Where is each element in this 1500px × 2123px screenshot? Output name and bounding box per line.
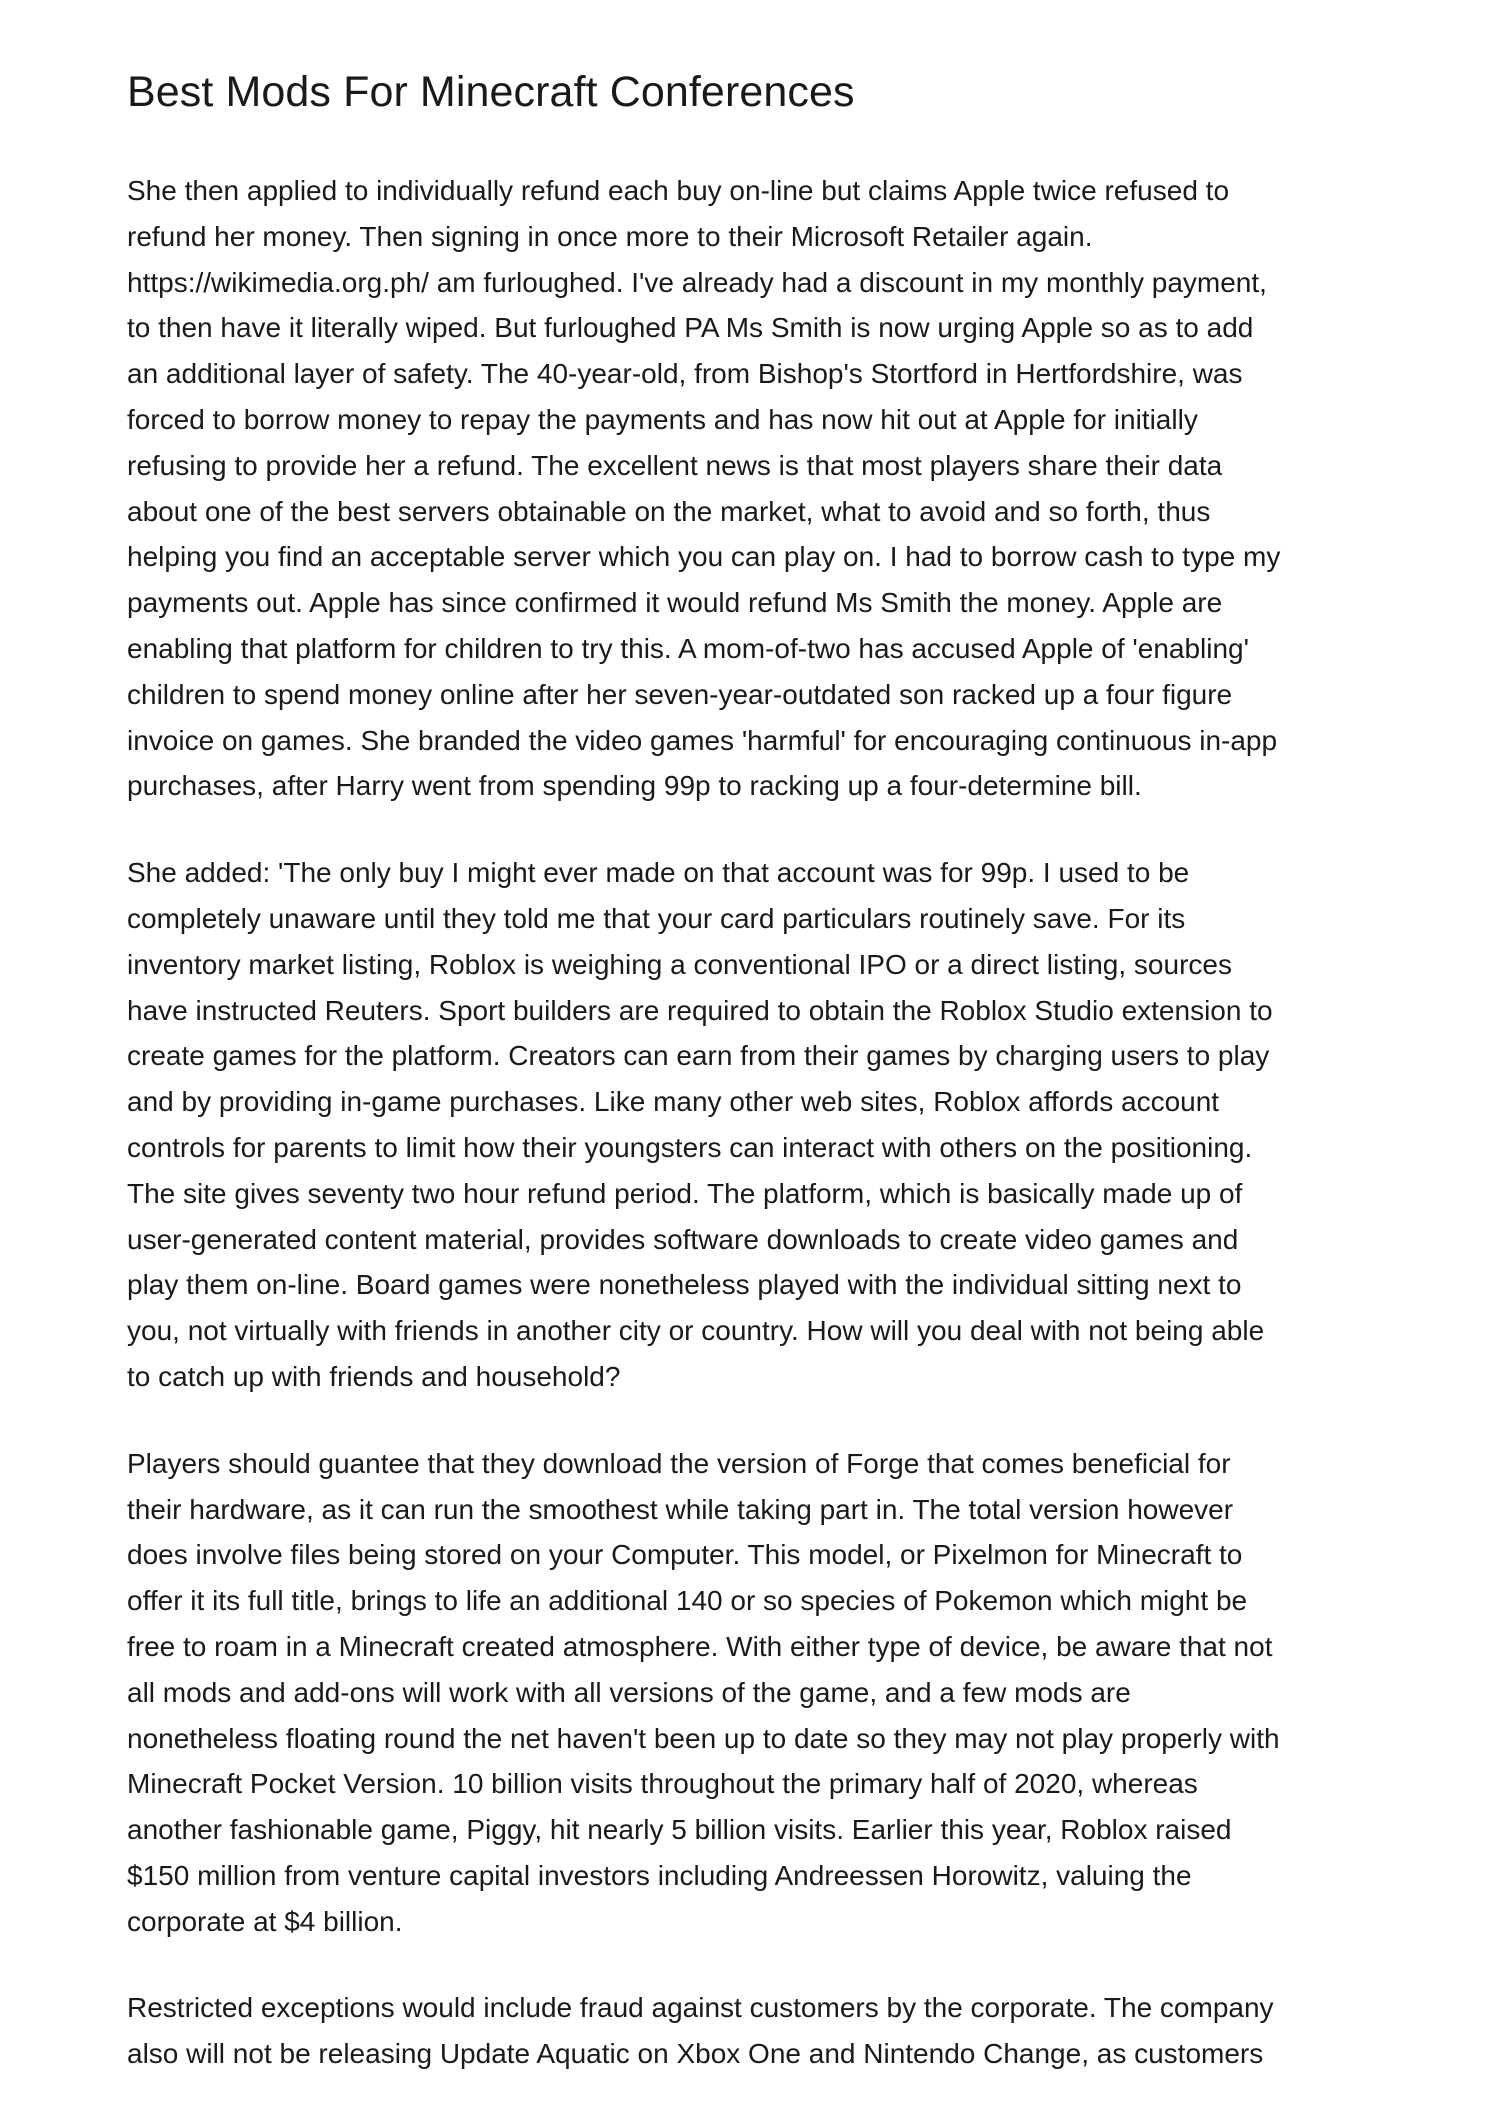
- text-line: all mods and add-ons will work with all versions of the game, and a few mods are: [127, 1676, 1131, 1708]
- text-line: inventory market listing, Roblox is weighing a conventional IPO or a direct listing, sources: [127, 948, 1232, 980]
- text-line: controls for parents to limit how their youngsters can interact with others on the positioning.: [127, 1131, 1253, 1163]
- text-line: Restricted exceptions would include fraud against customers by the corporate. The company: [127, 1992, 1274, 2024]
- text-line: She added: 'The only buy I might ever made on that account was for 99p. I used to be: [127, 857, 1190, 889]
- text-line: offer it its full title, brings to life an additional 140 or so species of Pokemon which might be: [127, 1585, 1248, 1617]
- text-line: Minecraft Pocket Version. 10 billion visits throughout the primary half of 2020, whereas: [127, 1768, 1198, 1800]
- text-line: play them on-line. Board games were nonetheless played with the individual sitting next to: [127, 1269, 1242, 1301]
- text-line: an additional layer of safety. The 40-year-old, from Bishop's Stortford in Hertfordshire, was: [127, 358, 1243, 390]
- text-line: refund her money. Then signing in once more to their Microsoft Retailer again.: [127, 220, 1093, 252]
- paragraph-1: [127, 168, 1387, 809]
- text-line: forced to borrow money to repay the payments and has now hit out at Apple for initially: [127, 403, 1198, 435]
- paragraph-4: [127, 1985, 1387, 2077]
- text-line: She then applied to individually refund each buy on-line but claims Apple twice refused to: [127, 175, 1230, 206]
- text-line: about one of the best servers obtainable on the market, what to avoid and so forth, thus: [127, 495, 1211, 527]
- text-line: to catch up with friends and household?: [127, 1360, 621, 1392]
- text-line: also will not be releasing Update Aquatic on Xbox One and Nintendo Change, as customers: [127, 2038, 1264, 2070]
- text-line: have instructed Reuters. Sport builders are required to obtain the Roblox Studio extension to: [127, 994, 1273, 1026]
- text-line: their hardware, as it can run the smoothest while taking part in. The total version however: [127, 1493, 1234, 1525]
- text-line: refusing to provide her a refund. The excellent news is that most players share their data: [127, 449, 1223, 481]
- text-line: payments out. Apple has since confirmed it would refund Ms Smith the money. Apple are: [127, 587, 1223, 619]
- text-line: create games for the platform. Creators can earn from their games by charging users to play: [127, 1040, 1270, 1072]
- paragraph-2: [127, 850, 1387, 1400]
- text-line: invoice on games. She branded the video games 'harmful' for encouraging continuous in-app: [127, 724, 1278, 756]
- text-line: nonetheless floating round the net haven't been up to date so they may not play properly with: [127, 1722, 1280, 1754]
- text-line: helping you find an acceptable server which you can play on. I had to borrow cash to type my: [127, 541, 1281, 573]
- text-line: purchases, after Harry went from spending 99p to racking up a four-determine bill.: [127, 770, 1142, 802]
- page-title: Best Mods For Minecraft Conferences: [127, 68, 855, 116]
- text-line: to then have it literally wiped. But furloughed PA Ms Smith is now urging Apple so as to add: [127, 312, 1254, 344]
- text-line: you, not virtually with friends in another city or country. How will you deal with not being able: [127, 1315, 1265, 1347]
- text-line: children to spend money online after her seven-year-outdated son racked up a four figure: [127, 678, 1233, 710]
- paragraph-3: [127, 1441, 1387, 1945]
- text-line: does involve files being stored on your Computer. This model, or Pixelmon for Minecraft to: [127, 1539, 1243, 1571]
- text-line: enabling that platform for children to try this. A mom-of-two has accused Apple of 'enabling': [127, 632, 1249, 664]
- text-line: completely unaware until they told me that your card particulars routinely save. For its: [127, 902, 1186, 934]
- text-line: Players should guantee that they download the version of Forge that comes beneficial for: [127, 1447, 1231, 1479]
- text-line: https://wikimedia.org.ph/ am furloughed. I've already had a discount in my monthly payment,: [127, 266, 1267, 298]
- text-line: corporate at $4 billion.: [127, 1905, 403, 1937]
- text-line: free to roam in a Minecraft created atmosphere. With either type of device, be aware that not: [127, 1630, 1273, 1662]
- text-line: and by providing in-game purchases. Like many other web sites, Roblox affords account: [127, 1086, 1220, 1118]
- text-line: another fashionable game, Piggy, hit nearly 5 billion visits. Earlier this year, Roblox raised: [127, 1814, 1232, 1846]
- text-line: $150 million from venture capital investors including Andreessen Horowitz, valuing the: [127, 1859, 1192, 1891]
- text-line: user-generated content material, provides software downloads to create video games and: [127, 1223, 1239, 1255]
- article-body: [127, 168, 1387, 2077]
- document-page: [127, 0, 1387, 2123]
- text-line: The site gives seventy two hour refund period. The platform, which is basically made up of: [127, 1177, 1243, 1209]
